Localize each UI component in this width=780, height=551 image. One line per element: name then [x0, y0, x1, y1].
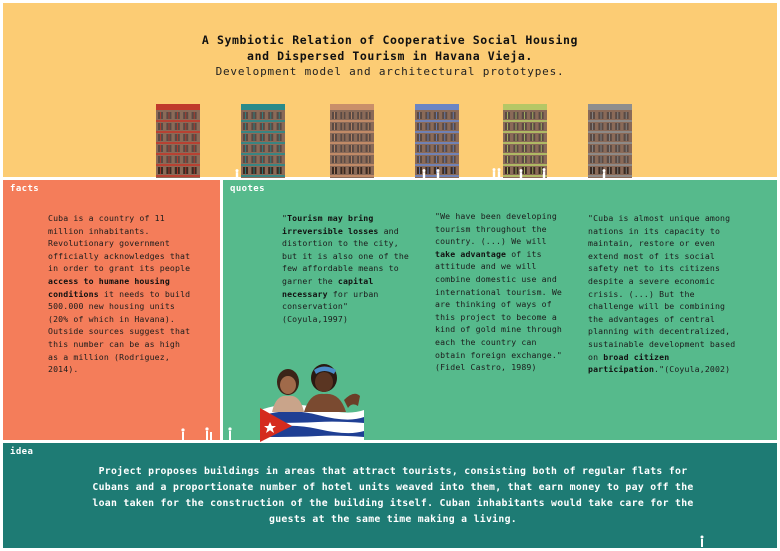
quote1-open: ": [282, 213, 288, 223]
building-facade-icon: [415, 104, 459, 178]
idea-label: idea: [10, 447, 34, 457]
idea-panel: [3, 443, 777, 548]
pedestrian-icon: [601, 169, 607, 180]
building-prototype-1: [156, 104, 200, 178]
pedestrian-icon: [234, 169, 240, 180]
people-silhouette-icon: [179, 426, 219, 440]
people-silhouette-icon: [225, 426, 245, 440]
quote2-text-2: of its attitude and we will combine domestic use and international tourism. We are thinking of ways of this project to become a kind of gold mine through each the country can obtain foreign exchange." (Fidel Castro, 1989): [435, 248, 562, 373]
building-prototype-3: [330, 104, 374, 178]
building-facade-icon: [503, 104, 547, 178]
person-silhouette-icon: [696, 535, 710, 547]
quote1-text-2: for urban conservation" (Coyula,1997): [282, 288, 379, 324]
facts-panel: [3, 180, 220, 440]
facts-text-1: Cuba is a country of 11 million inhabitants. Revolutionary government officially acknowledges that in order to grant its people: [48, 213, 191, 274]
building-prototype-4: [415, 104, 459, 178]
building-facade-icon: [588, 104, 632, 178]
facts-text-2: it needs to build 500.000 new housing units (20% of which in Havana). Outside sources suggest that this number can be as high as a million (Rodriguez, 2014).: [48, 288, 191, 375]
pedestrian-icon: [518, 169, 524, 180]
quote2-bold: take advantage: [435, 248, 507, 259]
facts-text: [48, 212, 193, 376]
building-facade-icon: [330, 104, 374, 178]
quote3-text-2: ."(Coyula,2002): [654, 364, 731, 375]
pedestrian-icon: [541, 168, 547, 179]
pedestrian-icon: [421, 169, 427, 180]
quote1-bold-1: Tourism may bring irreversible losses: [282, 213, 379, 236]
quote-coyula-2002: [588, 212, 745, 376]
quotes-label: quotes: [230, 184, 265, 194]
pedestrian-icon: [435, 169, 441, 180]
idea-text: Project proposes buildings in areas that attract tourists, consisting both of regular flats for Cubans and a proportionate number of hotel units weaved into them, that earn money to pay off the loan taken for the construction of the building itself. Cuban inhabitants would take care for the guests at the same time making a living.: [92, 466, 694, 525]
quote3-text-1: "Cuba is almost unique among nations in its capacity to maintain, restore or even extend most of its social safety net to its citizens despite a severe economic crisis. (...) But the challenge will be combining the advantages of central planning with decentralized, sustainable development based on: [588, 213, 736, 362]
quote1-text-1: and distortion to the city, but it is also one of the few affordable means to garner the: [282, 225, 409, 286]
building-prototype-2: [241, 104, 285, 178]
building-facade-icon: [241, 104, 285, 178]
quote-coyula-1997: [282, 212, 410, 325]
building-prototype-6: [588, 104, 632, 178]
page-title-line-2: and Dispersed Tourism in Havana Vieja.: [247, 49, 533, 63]
facts-text-bold: access to humane housing conditions: [48, 275, 170, 299]
page-title-line-1: A Symbiotic Relation of Cooperative Social Housing: [201, 33, 579, 47]
pedestrian-icon: [496, 168, 502, 179]
building-prototype-5: [503, 104, 547, 178]
facts-label: facts: [10, 184, 40, 194]
quote3-bold: broad citizen participation: [588, 351, 670, 375]
quote-fidel-castro-1989: [435, 210, 569, 374]
building-facade-icon: [156, 104, 200, 178]
page-subtitle: Development model and architectural prototypes.: [215, 65, 565, 78]
cuban-flag-photo: [258, 360, 366, 442]
quote1-bold-2: capital necessary: [282, 275, 374, 299]
quote2-text-1: "We have been developing tourism throughout the country. (...) We will: [435, 211, 557, 247]
quotes-panel: [223, 180, 777, 440]
header-panel: [3, 3, 777, 177]
title-block: [3, 32, 777, 79]
